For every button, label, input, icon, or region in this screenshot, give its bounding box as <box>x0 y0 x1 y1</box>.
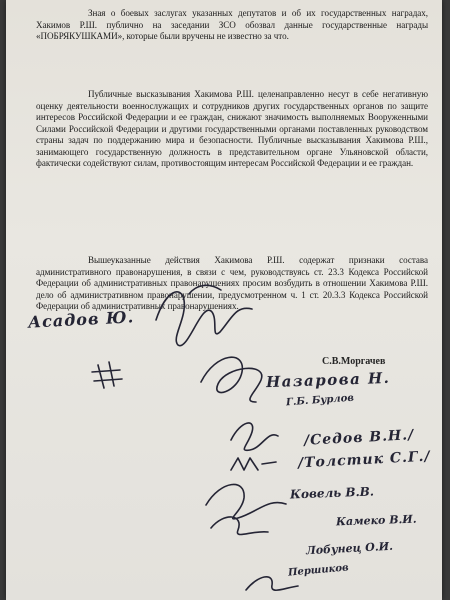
signer-name: С.В.Моргачев <box>322 356 386 367</box>
handwritten-name-3: /Седов В.Н./ <box>303 427 415 449</box>
paragraph-awards: Зная о боевых заслугах указанных депутатов и об их государственных наградах, Хакимов Р.Ш. публично на заседании ЗСО обозвал данные государственные награды «ПОБРЯКУШКАМИ», которые были вручены не известно за что. <box>36 8 428 42</box>
handwritten-name-5: Ковель В.В. <box>289 484 375 502</box>
signature-kameko <box>211 517 268 535</box>
signature-nazarova <box>201 357 262 402</box>
handwritten-name-6: Камеко В.И. <box>335 512 417 529</box>
handwritten-name-8: Першиков <box>287 562 350 579</box>
signature-morgachev-stroke <box>189 285 221 294</box>
signature-tolstik <box>231 458 276 470</box>
signature-last <box>246 577 298 590</box>
signatures-graphic <box>6 0 442 600</box>
paragraph-request: Вышеуказанные действия Хакимова Р.Ш. содержат признаки состава административного правонарушения, в связи с чем, руководствуясь ст. 23.3 Кодекса Российской Федерации об административных правонарушениях просим возбудить в отношении Хакимова Р.Ш. дело об административном правонарушении, предусмотренном ч. 1 ст. 20.3.3 Кодекса Российской Федерации об административных правонарушениях. <box>36 255 428 312</box>
signature-hash <box>92 362 122 388</box>
paragraph-public-statements: Публичные высказывания Хакимова Р.Ш. целенаправленно несут в себе негативную оценку деятельности военнослужащих и сотрудников других государственных органов по защите интересов Российской Федерации и ее граждан, снижают значимость выполняемых Вооруженными Силами Российской Федерации и другими государственными органами поставленных руководством страны задач по поддержанию мира и безопасности. Публичные высказывания Хакимова Р.Ш., занимающего государственную должность в представительном органе Ульяновской области, фактически содействуют силам, противостоящим интересам Российской Федерации и ее граждан. <box>36 89 428 169</box>
signature-morgachev <box>156 292 252 346</box>
document-page <box>6 0 442 600</box>
handwritten-name-1: Асадов Ю. <box>27 307 135 332</box>
signature-kovel <box>206 484 286 518</box>
handwritten-name-4: /Толстик С.Г./ <box>297 448 431 472</box>
handwritten-note-1: Г.Б. Бурлов <box>285 392 355 409</box>
signature-sedov <box>231 423 278 450</box>
handwritten-name-2: Назарова Н. <box>265 368 391 392</box>
handwritten-name-7: Лобунец О.И. <box>305 539 394 558</box>
